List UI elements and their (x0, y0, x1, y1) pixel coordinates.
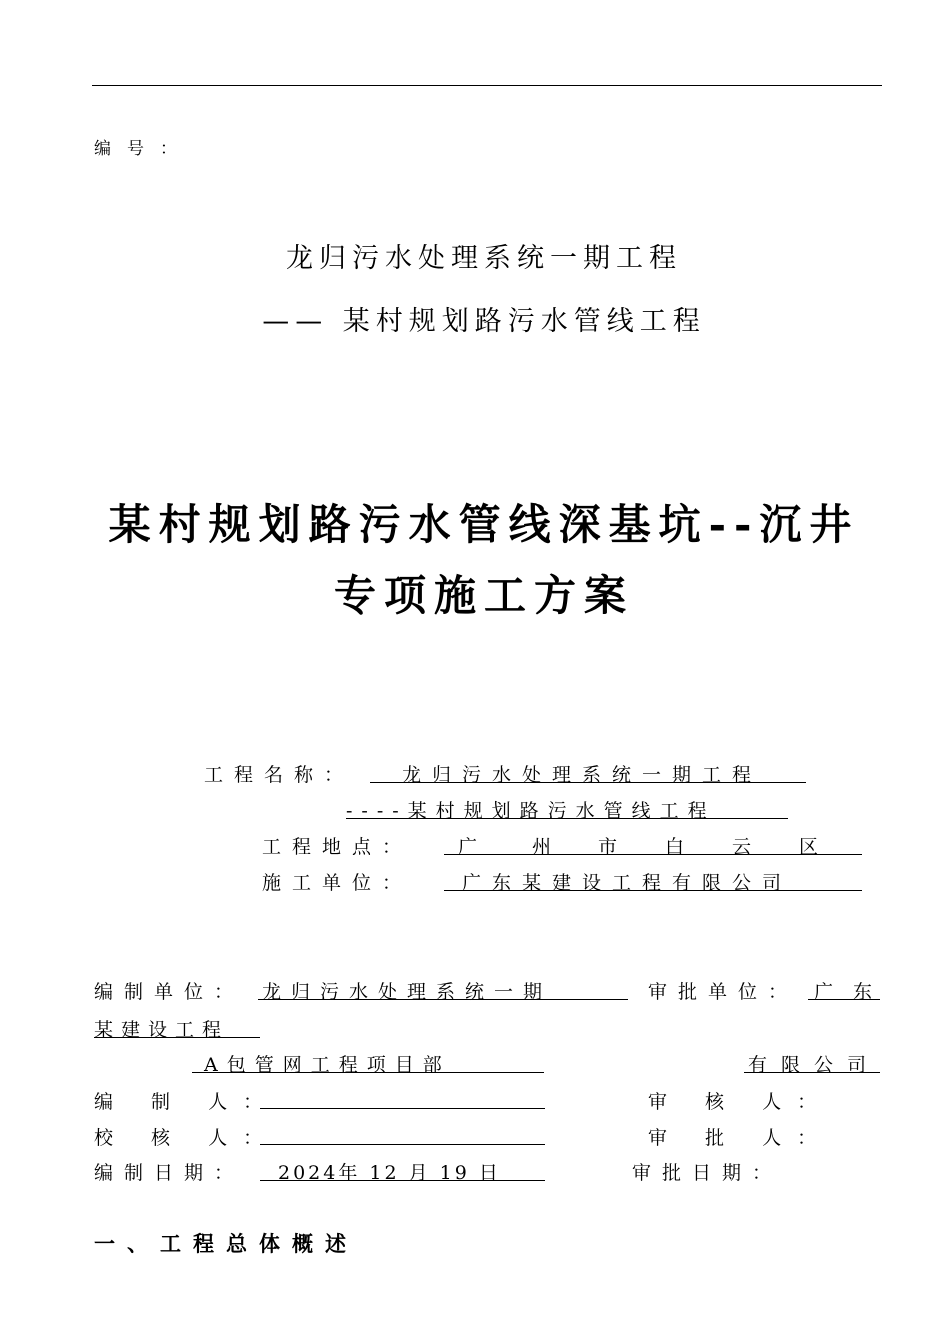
prep-unit-value-line3: A包管网工程项目部 (204, 1054, 451, 1076)
serial-number-label: 编号： (94, 139, 193, 159)
approve-unit-label: 审批单位： (648, 981, 799, 1003)
location-char-4: 白 (665, 836, 696, 858)
location-char-3: 市 (598, 836, 629, 858)
prep-unit-underline-3 (192, 1072, 544, 1073)
project-location-underline (444, 854, 862, 855)
document-title-line1: 某村规划路污水管线深基坑--沉井 (108, 500, 860, 549)
project-name-value-line1: 龙归污水处理系统一期工程 (402, 764, 763, 786)
project-name-underline-2 (346, 818, 788, 819)
project-name-label: 工程名称： (204, 764, 355, 786)
prep-unit-underline-2 (94, 1037, 260, 1038)
location-char-6: 区 (799, 836, 830, 858)
section-heading: 一、工程总体概述 (94, 1232, 358, 1256)
prep-date-label: 编制日期： (94, 1162, 245, 1184)
checker-signature-line (260, 1144, 545, 1145)
approve-date-label: 审批日期： (632, 1162, 783, 1184)
project-subtitle-line2: —— 某村规划路污水管线工程 (262, 306, 706, 337)
checker-label: 校 核 人： (94, 1127, 279, 1149)
approve-unit-underline-1 (808, 999, 880, 1000)
approve-unit-underline-2 (744, 1072, 880, 1073)
approver-label: 审 批 人： (648, 1127, 833, 1149)
contractor-label: 施工单位： (262, 872, 413, 894)
prep-unit-value-line2: 某建设工程 (94, 1019, 230, 1041)
approve-unit-value-line1: 广东 (814, 981, 893, 1003)
preparer-signature-line (260, 1108, 545, 1109)
prep-date-underline (260, 1180, 545, 1181)
reviewer-label: 审 核 人： (648, 1091, 833, 1113)
project-subtitle-line1: 龙归污水处理系统一期工程 (286, 243, 682, 274)
prep-date-value: 2024年 12 月 19 日 (278, 1162, 501, 1184)
prep-unit-label: 编制单位： (94, 981, 245, 1003)
preparer-label: 编 制 人： (94, 1091, 279, 1113)
prep-unit-underline-1 (258, 999, 628, 1000)
contractor-underline (444, 890, 862, 891)
approve-unit-value-line2: 有限公司 (748, 1054, 881, 1076)
project-name-underline-1 (370, 782, 806, 783)
location-char-5: 云 (732, 836, 763, 858)
document-title-line2: 专项施工方案 (333, 571, 634, 620)
project-name-value-line2: ----某村规划路污水管线工程 (346, 800, 716, 822)
location-char-1: 广 (458, 836, 489, 858)
location-char-2: 州 (532, 836, 563, 858)
header-rule (92, 85, 882, 86)
prep-unit-value-line1: 龙归污水处理系统一期 (262, 981, 553, 1003)
project-location-label: 工程地点： (262, 836, 413, 858)
contractor-value: 广东某建设工程有限公司 (462, 872, 793, 894)
